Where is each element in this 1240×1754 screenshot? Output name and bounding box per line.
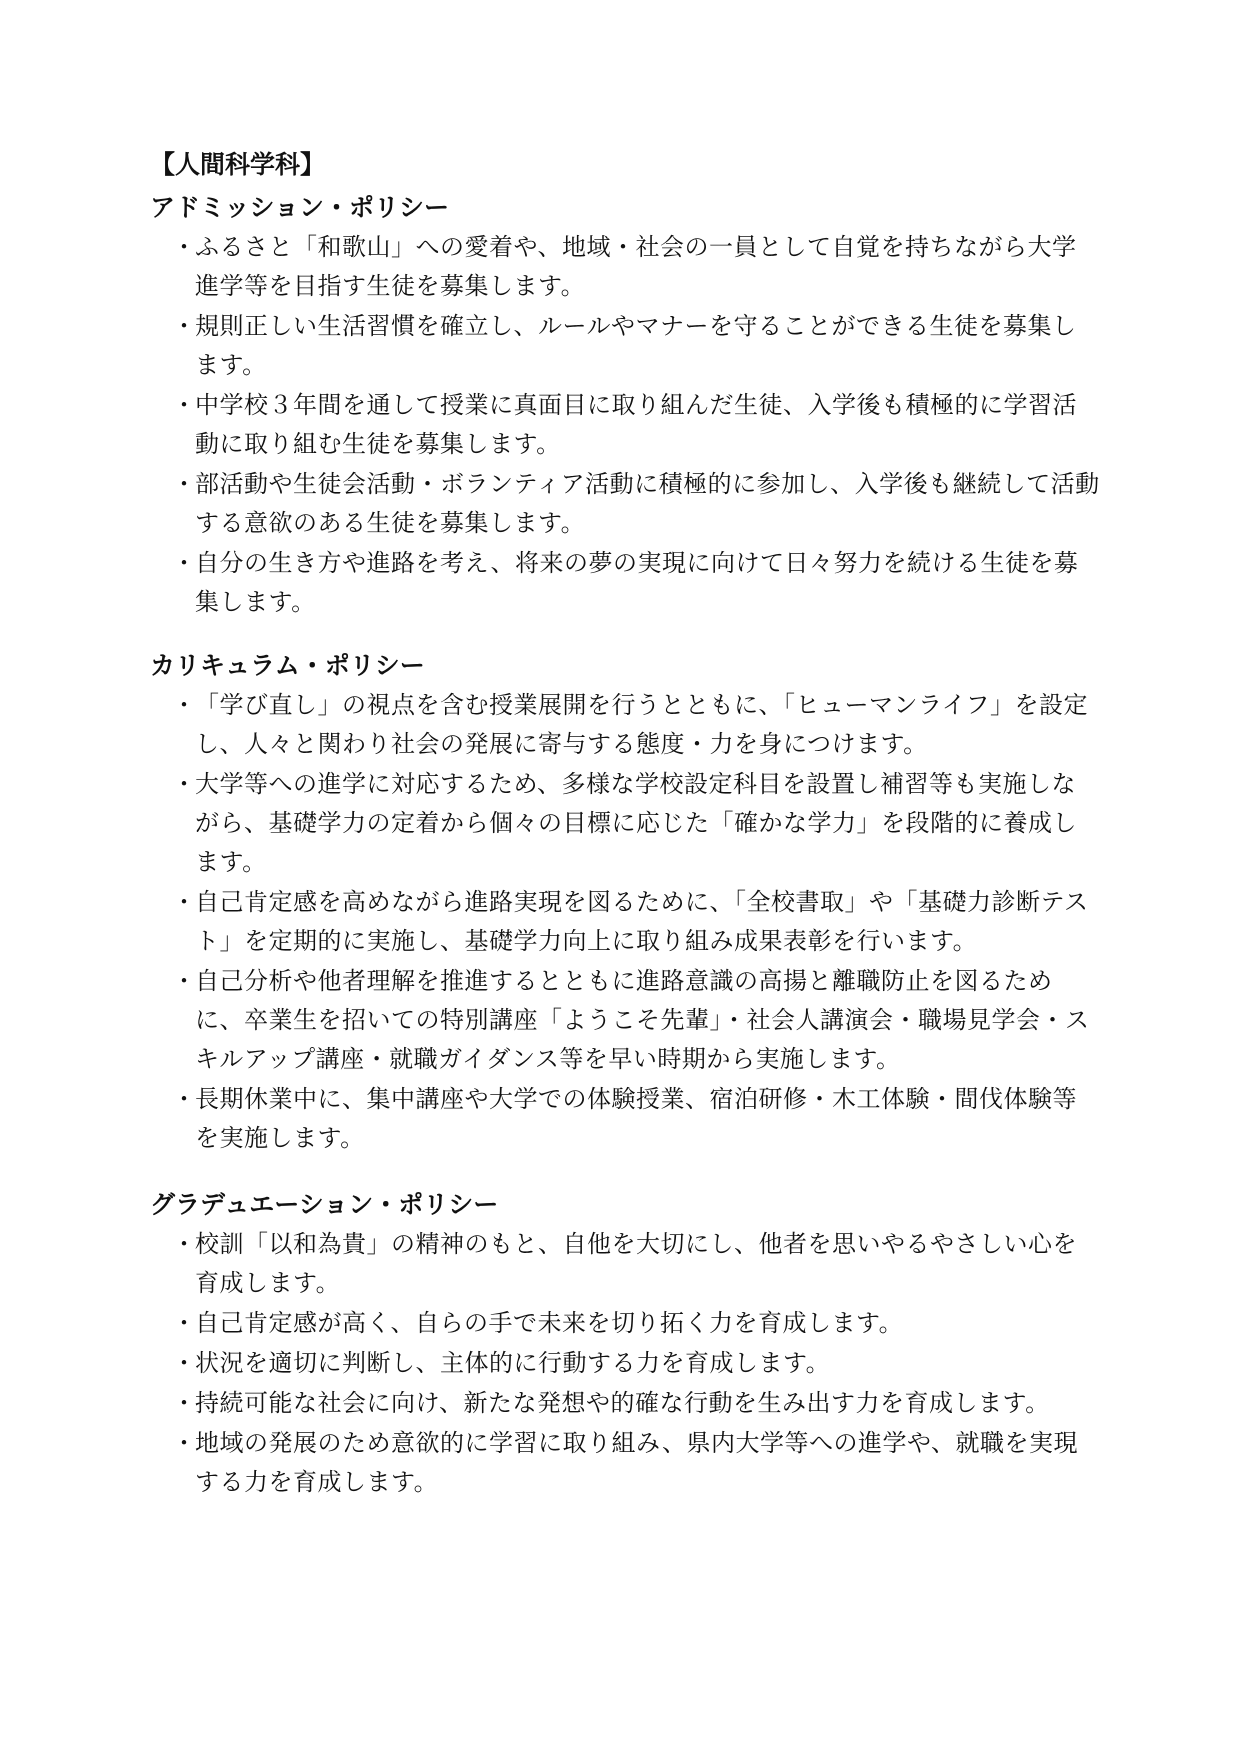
list-item: [150, 465, 1100, 543]
graduation-policy-section: [150, 1187, 1100, 1503]
list-item: [150, 1225, 1100, 1303]
list-item: [150, 1424, 1100, 1502]
section-title: グラデュエーション・ポリシー: [150, 1190, 499, 1219]
list-item: [150, 307, 1100, 385]
item-text: 地域の発展のため意欲的に学習に取り組み、県内大学等への進学や、就職を実現する力を育成します。: [195, 1429, 1078, 1496]
bullet-marker: ・: [172, 470, 197, 498]
item-text: 自己肯定感を高めながら進路実現を図るために、「全校書取」や「基礎力診断テスト」を定期的に実施し、基礎学力向上に取り組み成果表彰を行います。: [195, 888, 1089, 955]
list-item: [150, 1384, 1100, 1423]
curriculum-policy-section: [150, 648, 1100, 1159]
list-item: [150, 883, 1100, 961]
policy-list: [150, 686, 1100, 1158]
bullet-marker: ・: [172, 1085, 197, 1113]
bullet-marker: ・: [172, 233, 197, 261]
item-text: 部活動や生徒会活動・ボランティア活動に積極的に参加し、入学後も継続して活動する意欲のある生徒を募集します。: [195, 470, 1100, 537]
bullet-marker: ・: [172, 1349, 197, 1377]
bullet-marker: ・: [172, 1389, 197, 1417]
list-item: [150, 386, 1100, 464]
list-item: [150, 544, 1100, 622]
item-text: 持続可能な社会に向け、新たな発想や的確な行動を生み出す力を育成します。: [195, 1389, 1050, 1417]
item-text: 規則正しい生活習慣を確立し、ルールやマナーを守ることができる生徒を募集します。: [195, 312, 1077, 379]
list-item: [150, 228, 1100, 306]
item-text: ふるさと「和歌山」への愛着や、地域・社会の一員として自覚を持ちながら大学進学等を目指す生徒を募集します。: [195, 233, 1077, 300]
item-text: 状況を適切に判断し、主体的に行動する力を育成します。: [195, 1349, 831, 1377]
item-text: 自己分析や他者理解を推進するとともに進路意識の高揚と離職防止を図るために、卒業生を招いての特別講座「ようこそ先輩」・社会人講演会・職場見学会・スキルアップ講座・就職ガイダンス等を早い時期から実施します。: [195, 967, 1090, 1073]
bullet-marker: ・: [172, 1309, 197, 1337]
bullet-marker: ・: [172, 1230, 197, 1258]
item-text: 長期休業中に、集中講座や大学での体験授業、宿泊研修・木工体験・間伐体験等を実施します。: [195, 1085, 1077, 1152]
section-title: アドミッション・ポリシー: [150, 193, 450, 222]
bullet-marker: ・: [172, 549, 197, 577]
bullet-marker: ・: [172, 312, 197, 340]
item-text: 中学校３年間を通して授業に真面目に取り組んだ生徒、入学後も積極的に学習活動に取り組む生徒を募集します。: [195, 391, 1077, 458]
policy-list: [150, 228, 1100, 622]
list-item: [150, 1344, 1100, 1383]
list-item: [150, 686, 1100, 764]
department-title: 【人間科学科】: [150, 150, 326, 179]
bullet-marker: ・: [172, 1429, 197, 1457]
item-text: 大学等への進学に対応するため、多様な学校設定科目を設置し補習等も実施しながら、基礎学力の定着から個々の目標に応じた「確かな学力」を段階的に養成します。: [195, 770, 1077, 876]
bullet-marker: ・: [172, 770, 197, 798]
section-title: カリキュラム・ポリシー: [150, 651, 425, 680]
item-text: 「学び直し」の視点を含む授業展開を行うとともに、「ヒューマンライフ」を設定し、人々と関わり社会の発展に寄与する態度・力を身につけます。: [195, 691, 1089, 758]
list-item: [150, 765, 1100, 882]
bullet-marker: ・: [172, 888, 197, 916]
bullet-marker: ・: [172, 391, 197, 419]
item-text: 自分の生き方や進路を考え、将来の夢の実現に向けて日々努力を続ける生徒を募集します。: [195, 549, 1079, 616]
admission-policy-section: [150, 190, 1100, 623]
item-text: 自己肯定感が高く、自らの手で未来を切り拓く力を育成します。: [195, 1309, 904, 1337]
list-item: [150, 962, 1100, 1079]
bullet-marker: ・: [172, 691, 197, 719]
list-item: [150, 1304, 1100, 1343]
bullet-marker: ・: [172, 967, 197, 995]
item-text: 校訓「以和為貴」の精神のもと、自他を大切にし、他者を思いやるやさしい心を育成します。: [195, 1230, 1077, 1297]
policy-list: [150, 1225, 1100, 1502]
list-item: [150, 1080, 1100, 1158]
